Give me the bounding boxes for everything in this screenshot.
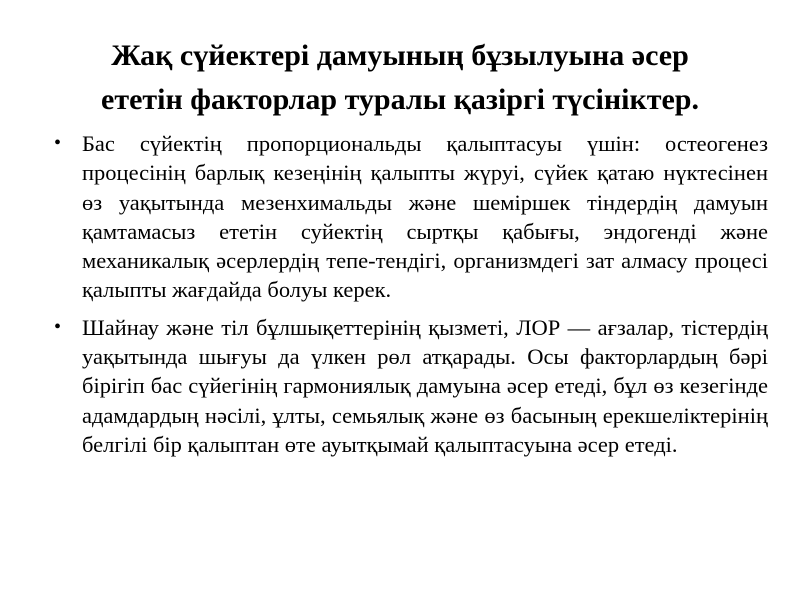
- bullet-marker: •: [54, 132, 62, 154]
- bullet-item-2: [54, 313, 768, 459]
- bullet-text-2: Шайнау және тіл бұлшықеттерінің қызметі, ЛОР — ағзалар, тістердің уақытында шығуы да үлкен рөл атқарады. Осы факторлардың бәрі бірігіп бас сүйегінің гармониялық дамуына әсер етеді, бұл өз кезегінде адамдардың нәсілі, ұлты, семьялық және өз басының ерекшеліктерінің белгілі бір қалыптан өте ауытқымай қалыптасуына әсер етеді.: [82, 314, 768, 457]
- slide-title-line-2: ететін факторлар туралы қазіргі түсініктер.: [101, 83, 699, 116]
- slide-title: [40, 34, 760, 122]
- bullet-list: [54, 129, 768, 467]
- bullet-text-1: Бас сүйектің пропорциональды қалыптасуы үшін: остеогенез процесінің барлық кезеңінің қалыпты жүруі, сүйек қатаю нүктесінен өз уақытында мезенхимальды және шеміршек тіндердің дамуын қамтамасыз ететін суйектің сыртқы қабығы, эндогенді және механикалық әсерлердің тепе-тендігі, организмдегі зат алмасу процесі қалыпты жағдайда болуы керек.: [82, 131, 768, 303]
- bullet-item-1: [54, 129, 768, 305]
- bullet-marker: •: [54, 315, 62, 338]
- slide-title-line-1: Жақ сүйектері дамуының бұзылуына әсер: [111, 39, 689, 72]
